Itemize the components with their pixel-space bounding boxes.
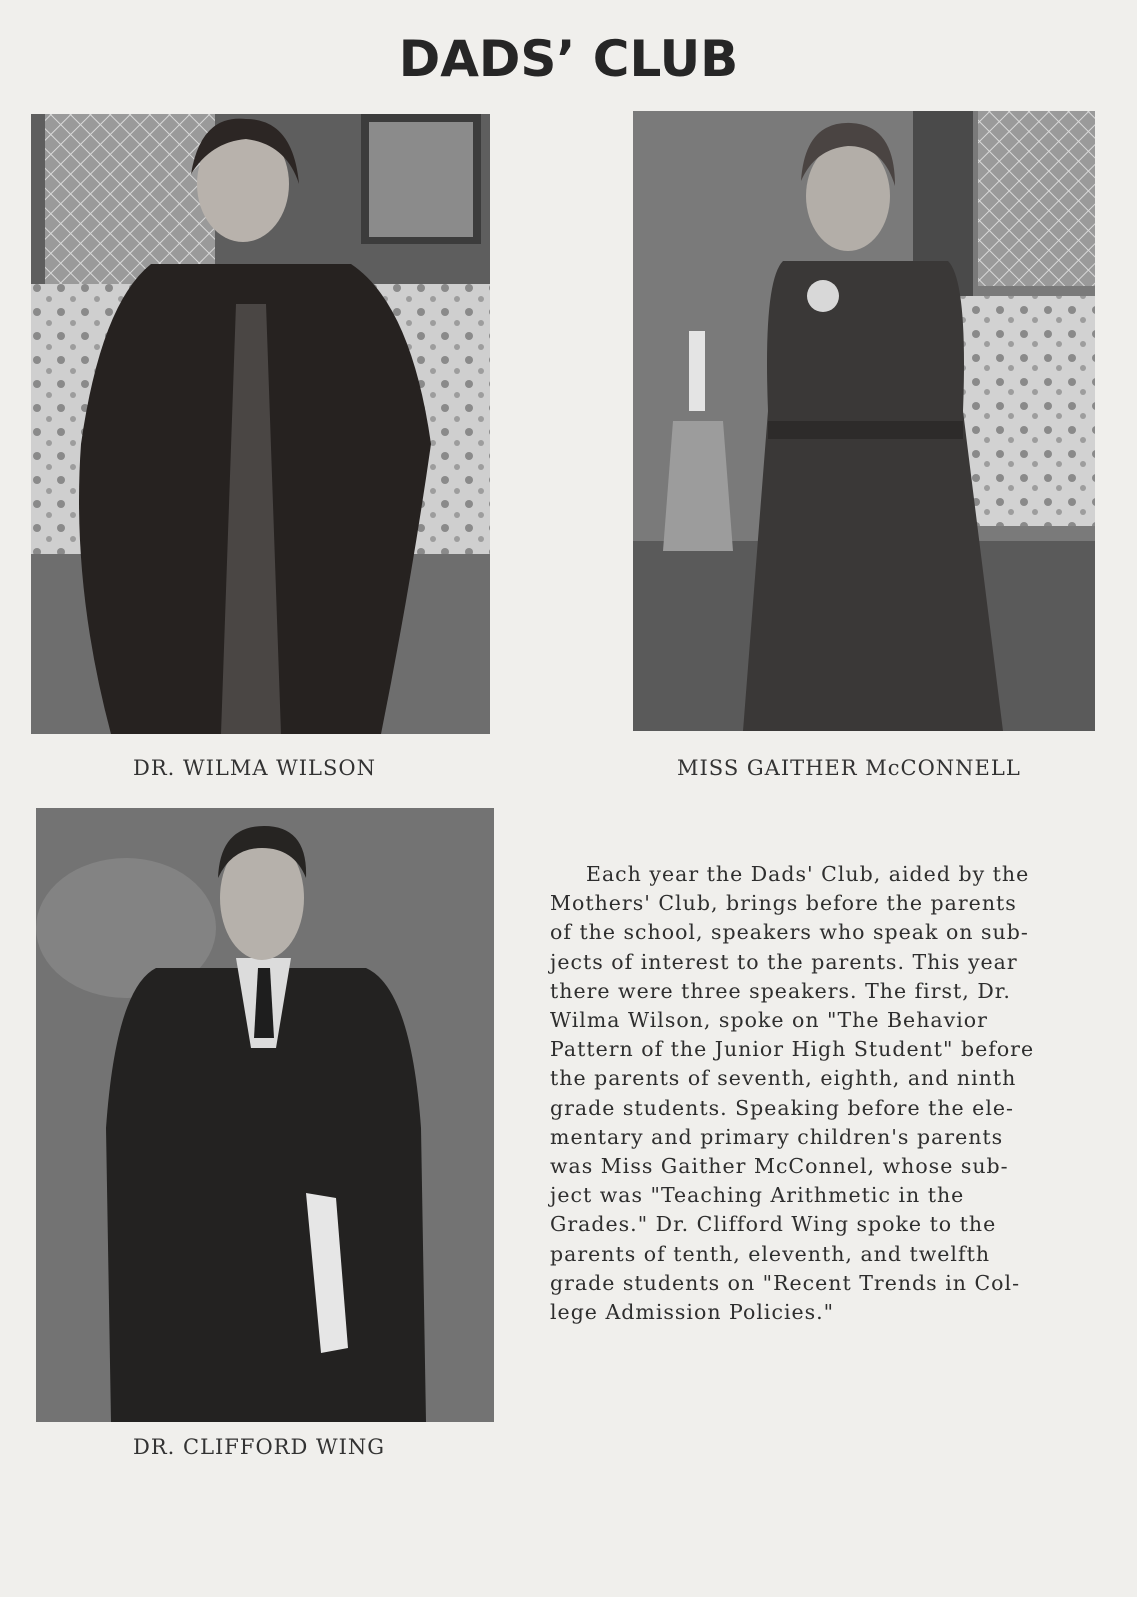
article-line: was Miss Gaither McConnel, whose sub- — [550, 1154, 1009, 1179]
article-line: Each year the Dads' Club, aided by the — [586, 862, 1030, 886]
caption-gaither-mcconnell: MISS GAITHER McCONNELL — [677, 756, 1021, 780]
article-line: parents of tenth, eleventh, and twelfth — [550, 1241, 991, 1266]
article-line: there were three speakers. The first, Dr. — [550, 978, 1011, 1003]
photo-gaither-mcconnell — [633, 111, 1095, 731]
article-paragraph — [550, 860, 1090, 1327]
article-line: ject was "Teaching Arithmetic in the — [550, 1183, 965, 1208]
article-line: Wilma Wilson, spoke on "The Behavior — [550, 1008, 988, 1033]
page-title: DADS’ CLUB — [398, 30, 739, 88]
photo-clifford-wing — [36, 808, 494, 1422]
article-line: lege Admission Policies." — [550, 1300, 835, 1325]
caption-wilma-wilson: DR. WILMA WILSON — [133, 756, 376, 780]
article-line: grade students. Speaking before the ele- — [550, 1095, 1014, 1120]
article-line: grade students on "Recent Trends in Col- — [550, 1270, 1020, 1295]
caption-clifford-wing: DR. CLIFFORD WING — [133, 1435, 386, 1459]
article-line: Pattern of the Junior High Student" before — [550, 1037, 1035, 1062]
article-line: Grades." Dr. Clifford Wing spoke to the — [550, 1212, 997, 1237]
article-line: jects of interest to the parents. This year — [550, 949, 1018, 974]
article-line: Mothers' Club, brings before the parents — [550, 891, 1017, 916]
article-line: the parents of seventh, eighth, and ninth — [550, 1066, 1017, 1091]
article-line: mentary and primary children's parents — [550, 1124, 1004, 1149]
article-line: of the school, speakers who speak on sub- — [550, 920, 1029, 945]
photo-wilma-wilson — [31, 114, 490, 734]
